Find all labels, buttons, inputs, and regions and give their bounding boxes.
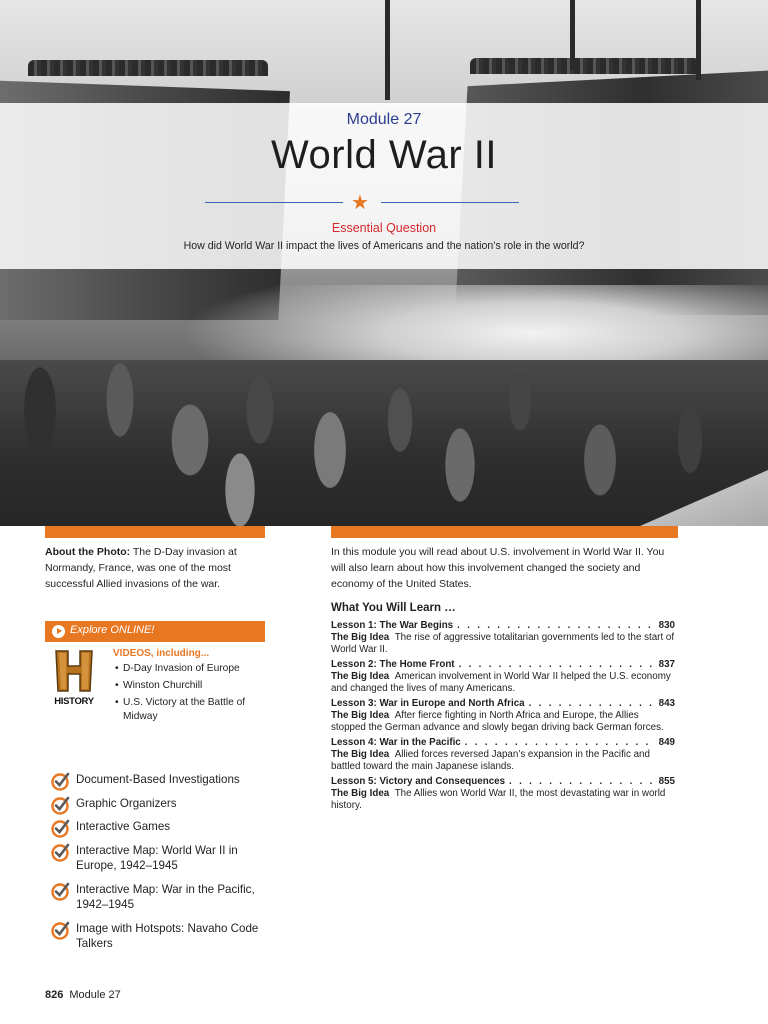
explore-online-header[interactable] [45,621,265,642]
about-photo-label: About the Photo: [45,546,131,558]
play-icon [52,625,65,638]
module-intro: In this module you will read about U.S. involvement in World War II. You will also learn about how this involvement changed the society and economy of the United States. [331,546,665,590]
big-idea-label: The Big Idea [331,632,390,643]
lesson-title[interactable]: Lesson 2: The Home Front [331,659,455,670]
history-logo [46,649,102,711]
check-icon [51,882,70,901]
learn-heading: What You Will Learn … [331,602,456,614]
page-number: 826 [45,989,64,1001]
lesson-page: 837 [658,659,675,670]
left-accent-bar [45,526,265,538]
lesson-page: 855 [658,776,675,787]
explore-online-label: Explore ONLINE! [70,624,155,636]
check-icon [51,772,70,791]
leader-dots [459,658,655,671]
lesson-item[interactable] [331,658,675,694]
lesson-item[interactable] [331,736,675,772]
lesson-item[interactable] [331,697,675,733]
history-h-icon [54,649,94,693]
essential-question-label: Essential Question [331,221,437,235]
leader-dots [509,775,655,788]
feature-label: Interactive Map: World War II in Europe, 1942–1945 [76,843,238,872]
big-idea-label: The Big Idea [331,710,390,721]
title-rule-right [381,202,519,203]
big-idea-text: Allied forces reversed Japan’s expansion in the Pacific and battled toward the main Japanese islands. [331,749,650,772]
lesson-item[interactable] [331,619,675,655]
feature-item[interactable] [51,819,276,835]
lesson-title[interactable]: Lesson 1: The War Begins [331,620,454,631]
big-idea-text: The rise of aggressive totalitarian governments led to the start of World War II. [331,632,675,655]
feature-label: Image with Hotspots: Navaho Code Talkers [76,921,259,950]
check-icon [51,796,70,815]
title-rule-left [205,202,343,203]
big-idea-text: The Allies won World War II, the most devastating war in world history. [331,788,666,811]
lesson-list [331,619,675,814]
big-idea-text: After fierce fighting in North Africa and Europe, the Allies stopped the German advance and slowly began driving back German forces. [331,710,664,733]
lesson-title[interactable]: Lesson 4: War in the Pacific [331,737,461,748]
video-item[interactable]: • Winston Churchill [115,679,265,693]
right-accent-bar [331,526,678,538]
star-icon: ★ [351,192,369,214]
big-idea-text: American involvement in World War II helped the U.S. economy and changed the lives of many Americans. [331,671,671,694]
videos-label: VIDEOS, including... [113,648,210,659]
check-icon [51,819,70,838]
module-label: Module 27 [346,111,422,128]
videos-list [115,662,265,727]
online-features-list [51,772,276,952]
feature-item[interactable] [51,921,276,952]
history-logo-text: HISTORY [54,696,94,707]
title-box [0,103,768,269]
feature-item[interactable] [51,772,276,788]
feature-label: Graphic Organizers [76,796,177,810]
footer-module: Module 27 [69,989,121,1001]
big-idea-label: The Big Idea [331,749,390,760]
check-icon [51,843,70,862]
about-photo [45,544,267,592]
check-icon [51,921,70,940]
leader-dots [465,736,655,749]
lesson-title[interactable]: Lesson 3: War in Europe and North Africa [331,698,525,709]
feature-item[interactable] [51,843,276,874]
video-item[interactable]: • U.S. Victory at the Battle of Midway [115,696,265,724]
leader-dots [457,619,655,632]
page-title: World War II [270,133,498,177]
lesson-page: 843 [658,698,675,709]
video-item[interactable]: • D-Day Invasion of Europe [115,662,265,676]
feature-label: Document-Based Investigations [76,773,240,786]
essential-question: How did World War II impact the lives of Americans and the nation’s role in the world? [183,240,585,252]
lesson-page: 830 [658,620,675,631]
feature-item[interactable] [51,796,276,812]
feature-label: Interactive Games [76,820,171,833]
big-idea-label: The Big Idea [331,671,390,682]
lesson-page: 849 [658,737,675,748]
lesson-item[interactable] [331,775,675,811]
lesson-title[interactable]: Lesson 5: Victory and Consequences [331,776,506,787]
big-idea-label: The Big Idea [331,788,390,799]
feature-label: Interactive Map: War in the Pacific, 1942–1945 [76,882,255,911]
about-photo-text: The D-Day invasion at Normandy, France, was one of the most successful Allied invasions of the war. [45,546,237,590]
feature-item[interactable] [51,882,276,913]
leader-dots [529,697,655,710]
page-footer [45,989,121,1001]
